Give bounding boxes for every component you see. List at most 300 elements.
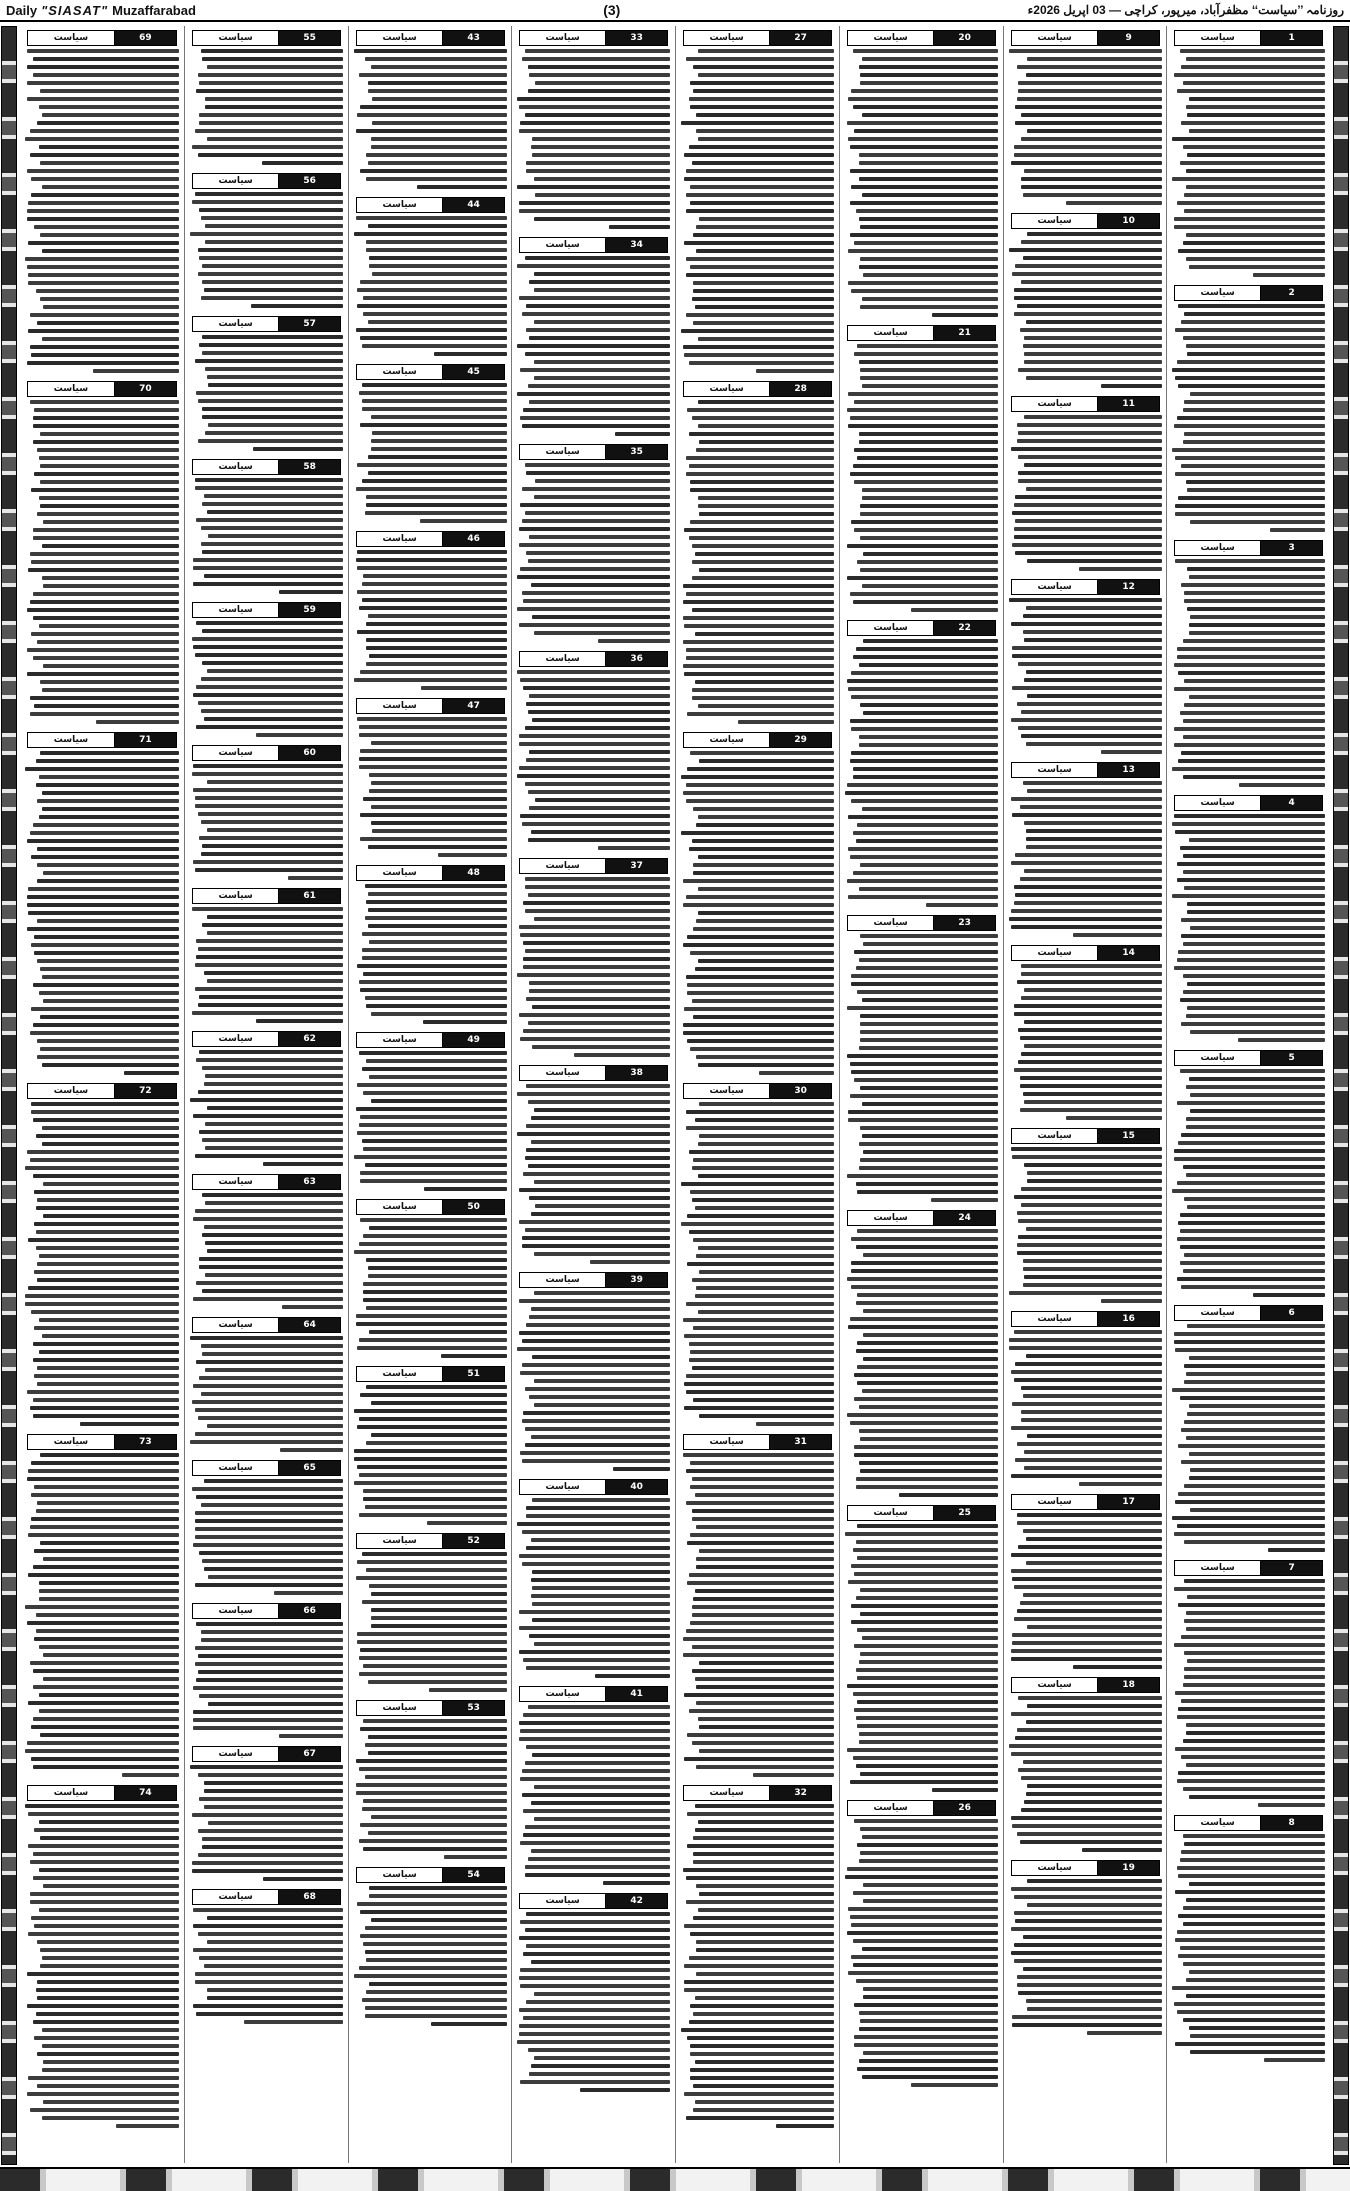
notice-item — [349, 1529, 512, 1696]
notice-number: 36 — [606, 652, 667, 666]
urdu-title: روزنامہ ’’سیاست‘‘ مظفرآباد، میرپور، کراچی — [1124, 3, 1344, 17]
notice-column — [348, 26, 512, 2163]
notice-label: سیاست — [1012, 946, 1098, 960]
notice-body-text — [23, 751, 181, 1075]
notice-body-text — [188, 1765, 345, 1881]
notice-body-text — [352, 216, 509, 356]
notice-body-text — [188, 621, 345, 737]
decorative-border-right — [1333, 26, 1349, 2165]
notice-label: سیاست — [193, 174, 279, 188]
notice-body-text — [188, 1193, 345, 1309]
notice-label: سیاست — [520, 445, 606, 459]
decorative-border-left — [1, 26, 17, 2165]
notice-header — [192, 602, 341, 618]
notice-number: 2 — [1261, 286, 1322, 300]
notice-number: 68 — [279, 1890, 340, 1904]
notice-label: سیاست — [1175, 31, 1261, 45]
notice-label: سیاست — [520, 1480, 606, 1494]
notice-item — [512, 1889, 675, 2096]
notice-body-text — [843, 1524, 1000, 1792]
notice-label: سیاست — [684, 31, 770, 45]
notice-body-text — [679, 400, 836, 724]
notice-header — [1011, 945, 1160, 961]
notice-header — [356, 1700, 505, 1716]
notice-header — [356, 1199, 505, 1215]
notice-item — [349, 1696, 512, 1863]
notice-column — [20, 26, 184, 2163]
notice-header — [683, 1083, 832, 1099]
notice-label: سیاست — [520, 652, 606, 666]
notice-header — [27, 1434, 177, 1450]
notice-header — [1011, 1494, 1160, 1510]
notice-label: سیاست — [520, 1273, 606, 1287]
notice-number: 59 — [279, 603, 340, 617]
notice-label: سیاست — [1175, 541, 1261, 555]
notice-header — [519, 444, 668, 460]
notice-number: 50 — [443, 1200, 504, 1214]
notice-body-text — [515, 256, 672, 436]
notice-header — [519, 1065, 668, 1081]
notice-number: 55 — [279, 31, 340, 45]
notice-label: سیاست — [848, 916, 934, 930]
notice-body-text — [188, 1479, 345, 1595]
notice-header — [192, 1889, 341, 1905]
notice-header — [27, 1785, 177, 1801]
notice-number: 65 — [279, 1461, 340, 1475]
notice-label: سیاست — [357, 532, 443, 546]
notice-body-text — [188, 1622, 345, 1738]
notice-body-text — [23, 400, 181, 724]
notice-number: 40 — [606, 1480, 667, 1494]
notice-label: سیاست — [193, 460, 279, 474]
notice-column — [184, 26, 348, 2163]
notice-body-text — [679, 49, 836, 373]
notice-header — [1174, 285, 1323, 301]
notice-number: 66 — [279, 1604, 340, 1618]
notice-number: 1 — [1261, 31, 1322, 45]
notice-label: سیاست — [1012, 1495, 1098, 1509]
notice-body-text — [1007, 1330, 1164, 1486]
notice-item — [1167, 1301, 1330, 1556]
notice-header — [27, 1083, 177, 1099]
notice-header — [519, 651, 668, 667]
notice-header — [847, 620, 996, 636]
notice-item — [512, 647, 675, 854]
notice-header — [1011, 1311, 1160, 1327]
notice-label: سیاست — [1012, 397, 1098, 411]
notice-number: 32 — [770, 1786, 831, 1800]
notice-number: 54 — [443, 1868, 504, 1882]
notice-number: 34 — [606, 238, 667, 252]
notice-body-text — [23, 1804, 181, 2128]
notice-number: 38 — [606, 1066, 667, 1080]
notice-header — [1174, 795, 1323, 811]
notice-item — [1004, 1124, 1167, 1307]
notice-item — [349, 193, 512, 360]
notice-item — [185, 455, 348, 598]
notice-item — [349, 527, 512, 694]
notice-item — [1167, 1046, 1330, 1301]
notice-header — [192, 1031, 341, 1047]
notice-label: سیاست — [193, 1318, 279, 1332]
notice-header — [27, 381, 177, 397]
notice-label: سیاست — [848, 326, 934, 340]
notice-body-text — [352, 1886, 509, 2026]
notice-number: 9 — [1098, 31, 1159, 45]
decorative-border-bottom — [0, 2167, 1350, 2191]
notice-label: سیاست — [357, 866, 443, 880]
notice-label: سیاست — [520, 238, 606, 252]
notice-header — [847, 915, 996, 931]
notice-header — [192, 888, 341, 904]
notice-label: سیاست — [193, 1032, 279, 1046]
notice-number: 28 — [770, 382, 831, 396]
notice-number: 23 — [934, 916, 995, 930]
notice-number: 73 — [115, 1435, 176, 1449]
notice-item — [185, 1456, 348, 1599]
notice-label: سیاست — [193, 317, 279, 331]
notice-body-text — [1170, 304, 1327, 532]
notice-label: سیاست — [28, 382, 115, 396]
notice-label: سیاست — [684, 1786, 770, 1800]
notice-body-text — [1007, 781, 1164, 937]
notice-header — [192, 173, 341, 189]
notice-label: سیاست — [357, 1868, 443, 1882]
notice-body-text — [188, 1050, 345, 1166]
notice-item — [1167, 26, 1330, 281]
notice-label: سیاست — [193, 31, 279, 45]
notice-body-text — [188, 907, 345, 1023]
notice-label: سیاست — [357, 699, 443, 713]
notice-item — [349, 1195, 512, 1362]
notice-header — [1174, 540, 1323, 556]
masthead-left — [6, 3, 196, 18]
notice-item — [512, 1475, 675, 1682]
notice-header — [356, 1366, 505, 1382]
notice-body-text — [352, 717, 509, 857]
notice-number: 71 — [115, 733, 176, 747]
notice-item — [840, 616, 1003, 911]
notice-item — [676, 1430, 839, 1781]
notice-item — [840, 26, 1003, 321]
notice-header — [847, 325, 996, 341]
notice-number: 37 — [606, 859, 667, 873]
notice-label: سیاست — [1175, 1306, 1261, 1320]
notice-header — [1174, 1305, 1323, 1321]
notice-item — [840, 1796, 1003, 2091]
notice-label: سیاست — [848, 1801, 934, 1815]
notice-item — [349, 360, 512, 527]
notice-label: سیاست — [1012, 1861, 1098, 1875]
notice-label: سیاست — [848, 621, 934, 635]
notice-label: سیاست — [193, 603, 279, 617]
notice-body-text — [1007, 1147, 1164, 1303]
notice-item — [1004, 1856, 1167, 2039]
notice-item — [20, 1781, 184, 2132]
notice-number: 49 — [443, 1033, 504, 1047]
notice-item — [676, 26, 839, 377]
notice-number: 3 — [1261, 541, 1322, 555]
notice-header — [27, 30, 177, 46]
notice-item — [349, 861, 512, 1028]
notice-header — [356, 1533, 505, 1549]
notice-number: 63 — [279, 1175, 340, 1189]
notice-item — [1167, 1811, 1330, 2066]
notice-label: سیاست — [848, 1506, 934, 1520]
notice-number: 58 — [279, 460, 340, 474]
notice-item — [1167, 1556, 1330, 1811]
notice-number: 42 — [606, 1894, 667, 1908]
notice-body-text — [188, 192, 345, 308]
notice-label: سیاست — [357, 31, 443, 45]
notice-header — [1011, 30, 1160, 46]
notice-column — [1003, 26, 1167, 2163]
notice-body-text — [352, 884, 509, 1024]
notice-body-text — [1007, 49, 1164, 205]
notice-item — [512, 1268, 675, 1475]
notice-body-text — [352, 1385, 509, 1525]
notice-label: سیاست — [1175, 796, 1261, 810]
notice-item — [512, 1682, 675, 1889]
notice-item — [840, 321, 1003, 616]
notice-body-text — [515, 49, 672, 229]
notice-label: سیاست — [28, 1435, 115, 1449]
notice-label: سیاست — [684, 382, 770, 396]
notice-label: سیاست — [1175, 1816, 1261, 1830]
notice-item — [20, 26, 184, 377]
notice-body-text — [515, 1912, 672, 2092]
notice-label: سیاست — [193, 1175, 279, 1189]
notice-body-text — [679, 1804, 836, 2128]
notice-header — [356, 1032, 505, 1048]
notice-header — [1011, 1860, 1160, 1876]
notice-body-text — [843, 934, 1000, 1202]
notice-label: سیاست — [1175, 1051, 1261, 1065]
notice-label: سیاست — [684, 733, 770, 747]
notice-item — [349, 26, 512, 193]
notice-label: سیاست — [193, 1747, 279, 1761]
notice-header — [847, 1505, 996, 1521]
notice-number: 46 — [443, 532, 504, 546]
city-name: Muzaffarabad — [112, 2, 196, 18]
notice-label: سیاست — [848, 31, 934, 45]
notice-number: 18 — [1098, 1678, 1159, 1692]
notice-item — [185, 1027, 348, 1170]
notice-item — [1004, 209, 1167, 392]
notice-number: 22 — [934, 621, 995, 635]
notice-item — [1004, 1673, 1167, 1856]
notice-label: سیاست — [357, 365, 443, 379]
notice-item — [512, 1061, 675, 1268]
notice-header — [519, 858, 668, 874]
notice-body-text — [188, 1336, 345, 1452]
notice-label: سیاست — [357, 198, 443, 212]
notice-label: سیاست — [1012, 31, 1098, 45]
notice-header — [519, 1272, 668, 1288]
notice-header — [1174, 1050, 1323, 1066]
notice-item — [185, 1885, 348, 2028]
notice-item — [1167, 536, 1330, 791]
notice-item — [185, 598, 348, 741]
notice-header — [1174, 1560, 1323, 1576]
notice-body-text — [1007, 598, 1164, 754]
notice-label: سیاست — [193, 746, 279, 760]
notice-item — [1004, 392, 1167, 575]
newspaper-page — [20, 26, 1330, 2163]
notice-label: سیاست — [357, 1033, 443, 1047]
notice-item — [1004, 941, 1167, 1124]
notice-label: سیاست — [28, 733, 115, 747]
notice-label: سیاست — [357, 1534, 443, 1548]
notice-item — [20, 1079, 184, 1430]
notice-body-text — [1170, 1069, 1327, 1297]
notice-header — [519, 1479, 668, 1495]
notice-label: سیاست — [1012, 214, 1098, 228]
notice-label: سیاست — [1012, 1129, 1098, 1143]
notice-label: سیاست — [193, 1461, 279, 1475]
notice-item — [1004, 26, 1167, 209]
notice-label: سیاست — [357, 1200, 443, 1214]
notice-header — [192, 30, 341, 46]
notice-label: سیاست — [684, 1084, 770, 1098]
notice-number: 7 — [1261, 1561, 1322, 1575]
notice-label: سیاست — [684, 1435, 770, 1449]
notice-item — [185, 1170, 348, 1313]
notice-number: 20 — [934, 31, 995, 45]
notice-number: 64 — [279, 1318, 340, 1332]
notice-body-text — [515, 1705, 672, 1885]
notice-number: 44 — [443, 198, 504, 212]
notice-number: 15 — [1098, 1129, 1159, 1143]
notice-header — [192, 1174, 341, 1190]
notice-label: سیاست — [357, 1701, 443, 1715]
notice-body-text — [843, 49, 1000, 317]
notice-number: 4 — [1261, 796, 1322, 810]
notice-item — [1004, 1307, 1167, 1490]
notice-item — [676, 1781, 839, 2132]
notice-number: 21 — [934, 326, 995, 340]
issue-date: 03 اپریل 2026ء — [1027, 3, 1106, 17]
notice-number: 52 — [443, 1534, 504, 1548]
notice-item — [676, 728, 839, 1079]
notice-number: 17 — [1098, 1495, 1159, 1509]
notice-body-text — [515, 877, 672, 1057]
notice-item — [185, 312, 348, 455]
notice-item — [185, 1313, 348, 1456]
notice-header — [1011, 396, 1160, 412]
notice-label: سیاست — [28, 1786, 115, 1800]
notice-number: 10 — [1098, 214, 1159, 228]
notice-number: 67 — [279, 1747, 340, 1761]
notice-number: 11 — [1098, 397, 1159, 411]
notice-item — [20, 728, 184, 1079]
notice-header — [356, 531, 505, 547]
notice-body-text — [843, 1229, 1000, 1497]
notice-header — [1011, 1677, 1160, 1693]
notice-item — [185, 741, 348, 884]
notice-label: سیاست — [1012, 763, 1098, 777]
notice-header — [683, 732, 832, 748]
notice-header — [683, 381, 832, 397]
notice-body-text — [1007, 1696, 1164, 1852]
notice-header — [192, 316, 341, 332]
notice-item — [185, 1742, 348, 1885]
notice-body-text — [515, 670, 672, 850]
notice-item — [185, 26, 348, 169]
notice-label: سیاست — [1012, 580, 1098, 594]
notice-body-text — [352, 1552, 509, 1692]
notice-label: سیاست — [1175, 286, 1261, 300]
notice-item — [349, 1362, 512, 1529]
notice-label: سیاست — [520, 31, 606, 45]
notice-body-text — [352, 1051, 509, 1191]
notice-label: سیاست — [28, 1084, 115, 1098]
notice-number: 27 — [770, 31, 831, 45]
notice-header — [1011, 1128, 1160, 1144]
notice-body-text — [188, 764, 345, 880]
notice-item — [840, 1501, 1003, 1796]
notice-label: سیاست — [1012, 1678, 1098, 1692]
notice-header — [356, 197, 505, 213]
notice-body-text — [515, 1291, 672, 1471]
notice-header — [356, 364, 505, 380]
notice-number: 31 — [770, 1435, 831, 1449]
notice-item — [840, 1206, 1003, 1501]
notice-label: سیاست — [1012, 1312, 1098, 1326]
notice-body-text — [1170, 1579, 1327, 1807]
notice-item — [1167, 791, 1330, 1046]
notice-number: 43 — [443, 31, 504, 45]
notice-body-text — [679, 1102, 836, 1426]
notice-number: 5 — [1261, 1051, 1322, 1065]
notice-body-text — [843, 344, 1000, 612]
notice-header — [1174, 1815, 1323, 1831]
notice-header — [192, 1460, 341, 1476]
notice-body-text — [1170, 49, 1327, 277]
notice-number: 14 — [1098, 946, 1159, 960]
notice-number: 70 — [115, 382, 176, 396]
notice-item — [185, 1599, 348, 1742]
notice-number: 35 — [606, 445, 667, 459]
notice-body-text — [352, 550, 509, 690]
notice-item — [185, 884, 348, 1027]
notice-header — [1011, 213, 1160, 229]
notice-body-text — [843, 1819, 1000, 2087]
notice-label: سیاست — [193, 1890, 279, 1904]
page-number: (3) — [603, 2, 621, 18]
notice-header — [192, 745, 341, 761]
notice-body-text — [352, 49, 509, 189]
notice-number: 6 — [1261, 1306, 1322, 1320]
notice-header — [192, 459, 341, 475]
notice-body-text — [515, 463, 672, 643]
notice-body-text — [188, 49, 345, 165]
notice-item — [676, 1079, 839, 1430]
notice-body-text — [1170, 1834, 1327, 2062]
notice-header — [847, 1800, 996, 1816]
notice-number: 51 — [443, 1367, 504, 1381]
notice-column — [675, 26, 839, 2163]
notice-number: 16 — [1098, 1312, 1159, 1326]
notice-label: سیاست — [193, 889, 279, 903]
notice-header — [519, 1686, 668, 1702]
notice-body-text — [1170, 1324, 1327, 1552]
notice-item — [1167, 281, 1330, 536]
notice-body-text — [843, 639, 1000, 907]
notice-header — [519, 1893, 668, 1909]
notice-item — [349, 694, 512, 861]
notice-item — [840, 911, 1003, 1206]
